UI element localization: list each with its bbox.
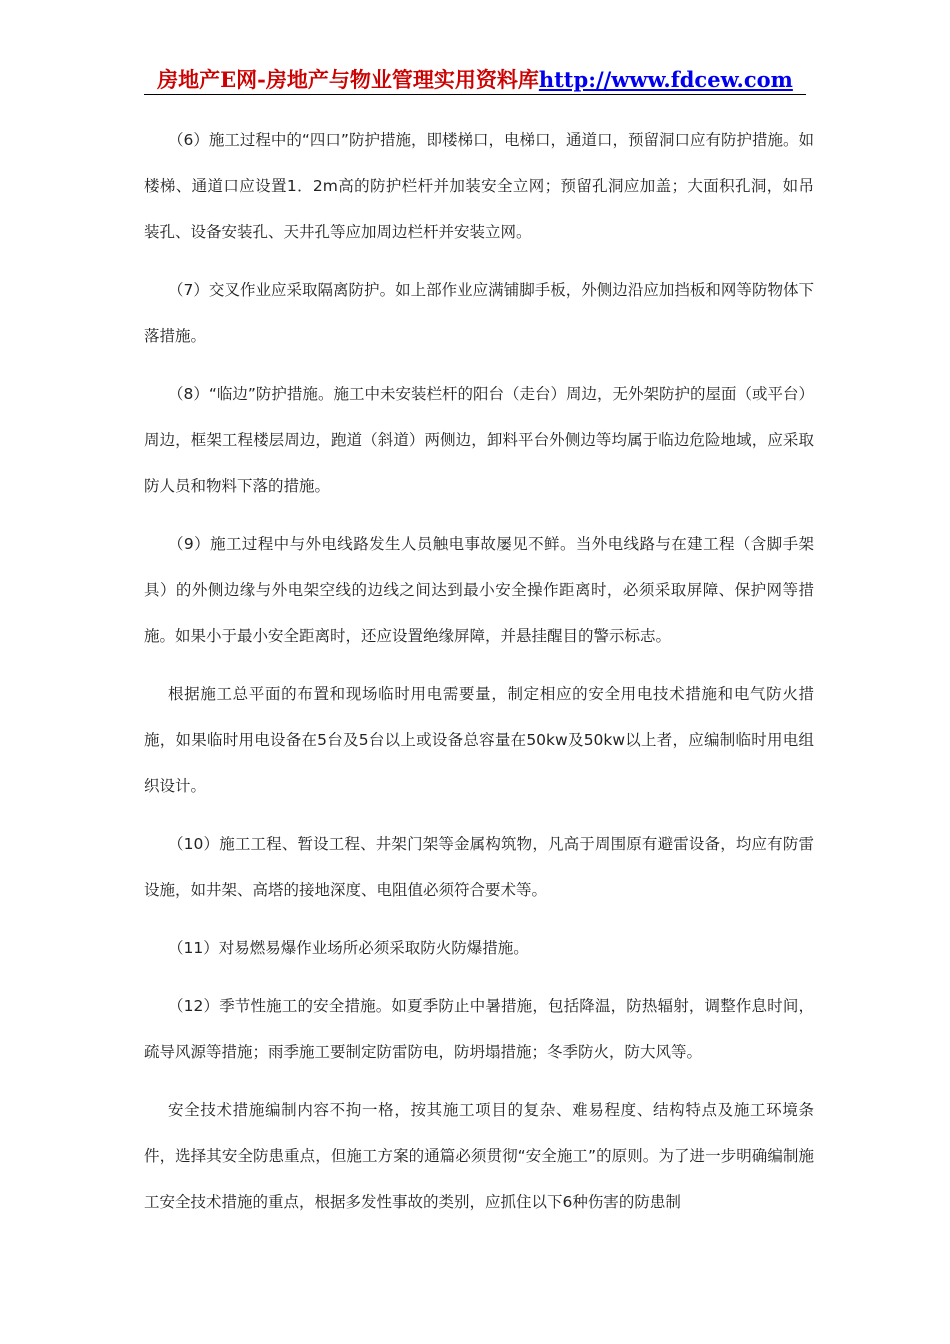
header-title: 房地产E网-房地产与物业管理实用资料库 — [157, 67, 539, 92]
paragraph-10: （10）施工工程、暂设工程、井架门架等金属构筑物，凡高于周围原有避雷设备，均应有防雷设施，如井架、高塔的接地深度、电阻值必须符合要术等。 — [144, 835, 814, 899]
paragraph-7: （7）交叉作业应采取隔离防护。如上部作业应满铺脚手板，外侧边沿应加挡板和网等防物体下落措施。 — [144, 281, 814, 345]
paragraph-9: （9）施工过程中与外电线路发生人员触电事故屡见不鲜。当外电线路与在建工程（含脚手架具）的外侧边缘与外电架空线的边线之间达到最小安全操作距离时，必须采取屏障、保护网等措施。如果小于最小安全距离时，还应设置绝缘屏障，并悬挂醒目的警示标志。 — [144, 535, 814, 645]
paragraph-6: （6）施工过程中的“四口”防护措施，即楼梯口，电梯口，通道口，预留洞口应有防护措施。如楼梯、通道口应设置1．2m高的防护栏杆并加装安全立网；预留孔洞应加盖；大面积孔洞，如吊装孔、设备安装孔、天井孔等应加周边栏杆并安装立网。 — [144, 131, 814, 241]
paragraph-12: （12）季节性施工的安全措施。如夏季防止中暑措施，包括降温，防热辐射，调整作息时间，疏导风源等措施；雨季施工要制定防雷防电，防坍塌措施；冬季防火，防大风等。 — [144, 997, 814, 1061]
paragraph-8: （8）“临边”防护措施。施工中未安装栏杆的阳台（走台）周边，无外架防护的屋面（或平台）周边，框架工程楼层周边，跑道（斜道）两侧边，卸料平台外侧边等均属于临边危险地域，应采取防人员和物料下落的措施。 — [144, 385, 814, 495]
document-body — [144, 117, 814, 1237]
header-divider — [144, 94, 806, 95]
header-url-link[interactable]: http://www.fdcew.com — [538, 67, 793, 92]
page-header — [144, 64, 806, 96]
paragraph-11: （11）对易燃易爆作业场所必须采取防火防爆措施。 — [168, 939, 529, 957]
paragraph-electric: 根据施工总平面的布置和现场临时用电需要量，制定相应的安全用电技术措施和电气防火措施，如果临时用电设备在5台及5台以上或设备总容量在50kw及50kw以上者，应编制临时用电组织设计。 — [144, 685, 814, 795]
paragraph-summary: 安全技术措施编制内容不拘一格，按其施工项目的复杂、难易程度、结构特点及施工环境条件，选择其安全防患重点，但施工方案的通篇必须贯彻“安全施工”的原则。为了进一步明确编制施工安全技术措施的重点，根据多发性事故的类别，应抓住以下6种伤害的防患制 — [144, 1101, 814, 1211]
